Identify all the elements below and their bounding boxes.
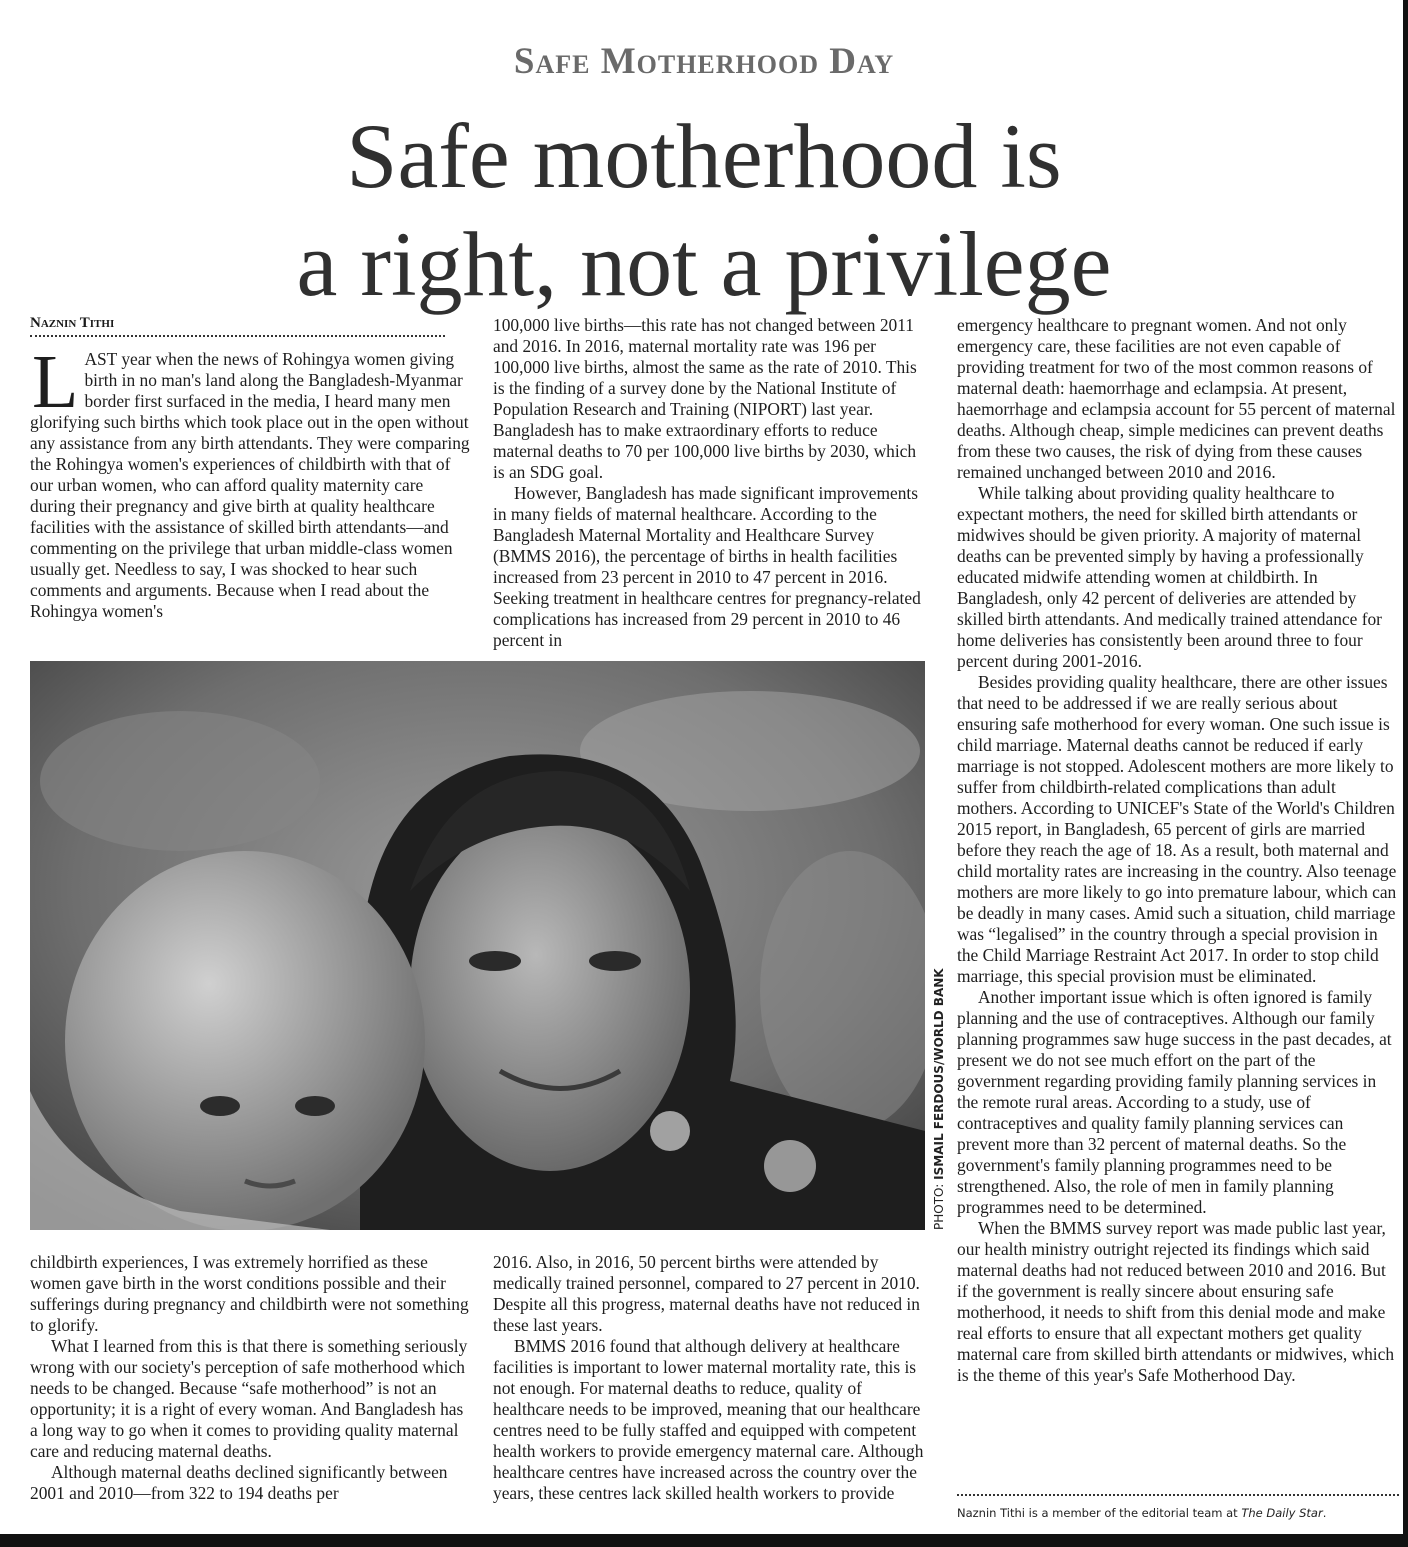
- section-label: Safe Motherhood Day: [513, 41, 895, 82]
- photo-credit-label: PHOTO:: [932, 1179, 946, 1230]
- paragraph: 100,000 live births—this rate has not changed between 2011 and 2016. In 2016, maternal mortality rate was 196 per 100,000 live births, almost the same as the rate of 2010. This is the finding of a survey done by the National Institute of Population Research and Training (NIPORT) last year. Bangladesh has to make extraordinary efforts to reduce maternal deaths to 70 per 100,000 live births by 2030, which is an SDG goal.: [493, 315, 917, 482]
- author-bio-end: .: [1322, 1506, 1327, 1520]
- page-bottom-rule: [0, 1534, 1408, 1547]
- column-3: [957, 315, 1399, 1386]
- column-2-bottom: [493, 1252, 933, 1504]
- column-1-bottom: [30, 1252, 470, 1504]
- paragraph: Although maternal deaths declined significantly between 2001 and 2010—from 322 to 194 deaths per: [30, 1462, 448, 1503]
- headline: [0, 102, 1408, 318]
- publication-name: The Daily Star: [1241, 1506, 1323, 1520]
- paragraph: Besides providing quality healthcare, there are other issues that need to be addressed if we are really serious about ensuring safe motherhood for every woman. One such issue is child marriage. Maternal deaths cannot be reduced if early marriage is not stopped. Adolescent mothers are more likely to suffer from childbirth-related complications than adult mothers. According to UNICEF's State of the World's Children 2015 report, in Bangladesh, 65 percent of girls are married before they reach the age of 18. As a result, both maternal and child mortality rates are increasing in the country. Also teenage mothers are more likely to go into premature labour, which can be deadly in many cases. Amid such a situation, child marriage was “legalised” in the country through a special provision in the Child Marriage Restraint Act 2017. In order to stop child marriage, this special provision must be eliminated.: [957, 672, 1397, 986]
- bio-divider: [957, 1494, 1399, 1496]
- author-bio: [957, 1506, 1399, 1520]
- photo-credit-name: ISMAIL FERDOUS/WORLD BANK: [932, 968, 946, 1180]
- paragraph-text: AST year when the news of Rohingya women giving birth in no man's land along the Bangladesh-Myanmar border first surfaced in the media, I heard many men glorifying such births which took place out in the open without any assistance from any birth attendants. They were comparing the Rohingya women's experiences of childbirth with that of our urban women, who can afford quality maternity care during their pregnancy and give birth at quality healthcare facilities with the assistance of skilled birth attendants—and commenting on the privilege that urban middle-class women usually get. Needless to say, I was shocked to hear such comments and arguments. Because when I read about the Rohingya women's: [30, 349, 470, 621]
- headline-line-2: a right, not a privilege: [296, 213, 1112, 315]
- paragraph: BMMS 2016 found that although delivery at healthcare facilities is important to lower maternal mortality rate, this is not enough. For maternal deaths to reduce, quality of healthcare needs to be improved, meaning that our healthcare centres need to be fully staffed and equipped with competent health workers to provide emergency maternal care. Although healthcare centres have increased across the country over the years, these centres lack skilled health workers to provide: [493, 1336, 924, 1503]
- paragraph: What I learned from this is that there is something seriously wrong with our society's perception of safe motherhood which needs to be changed. Because “safe motherhood” is not an opportunity; it is a right of every woman. And Bangladesh has a long way to go when it comes to providing quality maternal care and reducing maternal deaths.: [30, 1336, 468, 1461]
- column-1-top: [30, 340, 470, 622]
- headline-line-1: Safe motherhood is: [346, 105, 1062, 207]
- mother-and-child-photo: [30, 661, 925, 1230]
- paragraph: [30, 340, 470, 622]
- paragraph: Another important issue which is often ignored is family planning and the use of contraceptives. Although our family planning programmes saw huge success in the past decades, at present we do not see much effort on the part of the government regarding providing family planning services in the remote rural areas. According to a study, use of contraceptives and quality family planning services can prevent more than 32 percent of maternal deaths. So the government's family planning programmes need to be strengthened. Also, the role of men in family planning programmes need to be determined.: [957, 987, 1392, 1217]
- author-bio-text: Naznin Tithi is a member of the editorial team at: [957, 1506, 1242, 1520]
- paragraph: When the BMMS survey report was made public last year, our health ministry outright rejected its findings which said maternal deaths had not reduced between 2010 and 2016. But if the government is really sincere about ensuring safe motherhood, it needs to shift from this denial mode and make real efforts to ensure that all expectant mothers get quality maternal care from skilled birth attendants or midwives, which is the theme of this year's Safe Motherhood Day.: [957, 1218, 1395, 1385]
- photo-credit: [932, 968, 946, 1230]
- paragraph: childbirth experiences, I was extremely horrified as these women gave birth in the worst conditions possible and their sufferings during pregnancy and childbirth were not something to glorify.: [30, 1252, 469, 1335]
- article-photo: [30, 661, 925, 1230]
- column-2-top: [493, 315, 930, 651]
- paragraph: However, Bangladesh has made significant improvements in many fields of maternal healthcare. According to the Bangladesh Maternal Mortality and Healthcare Survey (BMMS 2016), the percentage of births in health facilities increased from 23 percent in 2010 to 47 percent in 2016. Seeking treatment in healthcare centres for pregnancy-related complications has increased from 29 percent in 2010 to 46 percent in: [493, 483, 921, 650]
- paragraph: 2016. Also, in 2016, 50 percent births were attended by medically trained personnel, compared to 27 percent in 2010. Despite all this progress, maternal deaths have not reduced in these last years.: [493, 1252, 920, 1335]
- paragraph: emergency healthcare to pregnant women. And not only emergency care, these facilities are not even capable of providing treatment for two of the most common reasons of maternal death: haemorrhage and eclampsia. At present, haemorrhage and eclampsia account for 55 percent of maternal deaths. Although cheap, simple medicines can prevent deaths from these two causes, the risk of dying from these causes remained unchanged between 2010 and 2016.: [957, 315, 1396, 482]
- byline: Naznin Tithi: [30, 315, 445, 337]
- paragraph: While talking about providing quality healthcare to expectant mothers, the need for skilled birth attendants or midwives should be given priority. A majority of maternal deaths can be prevented simply by having a professionally educated midwife attending women at childbirth. In Bangladesh, only 42 percent of deliveries are attended by skilled birth attendants. And medically trained attendance for home deliveries has consistently been around three to four percent during 2001-2016.: [957, 483, 1382, 671]
- drop-cap: L: [32, 340, 79, 424]
